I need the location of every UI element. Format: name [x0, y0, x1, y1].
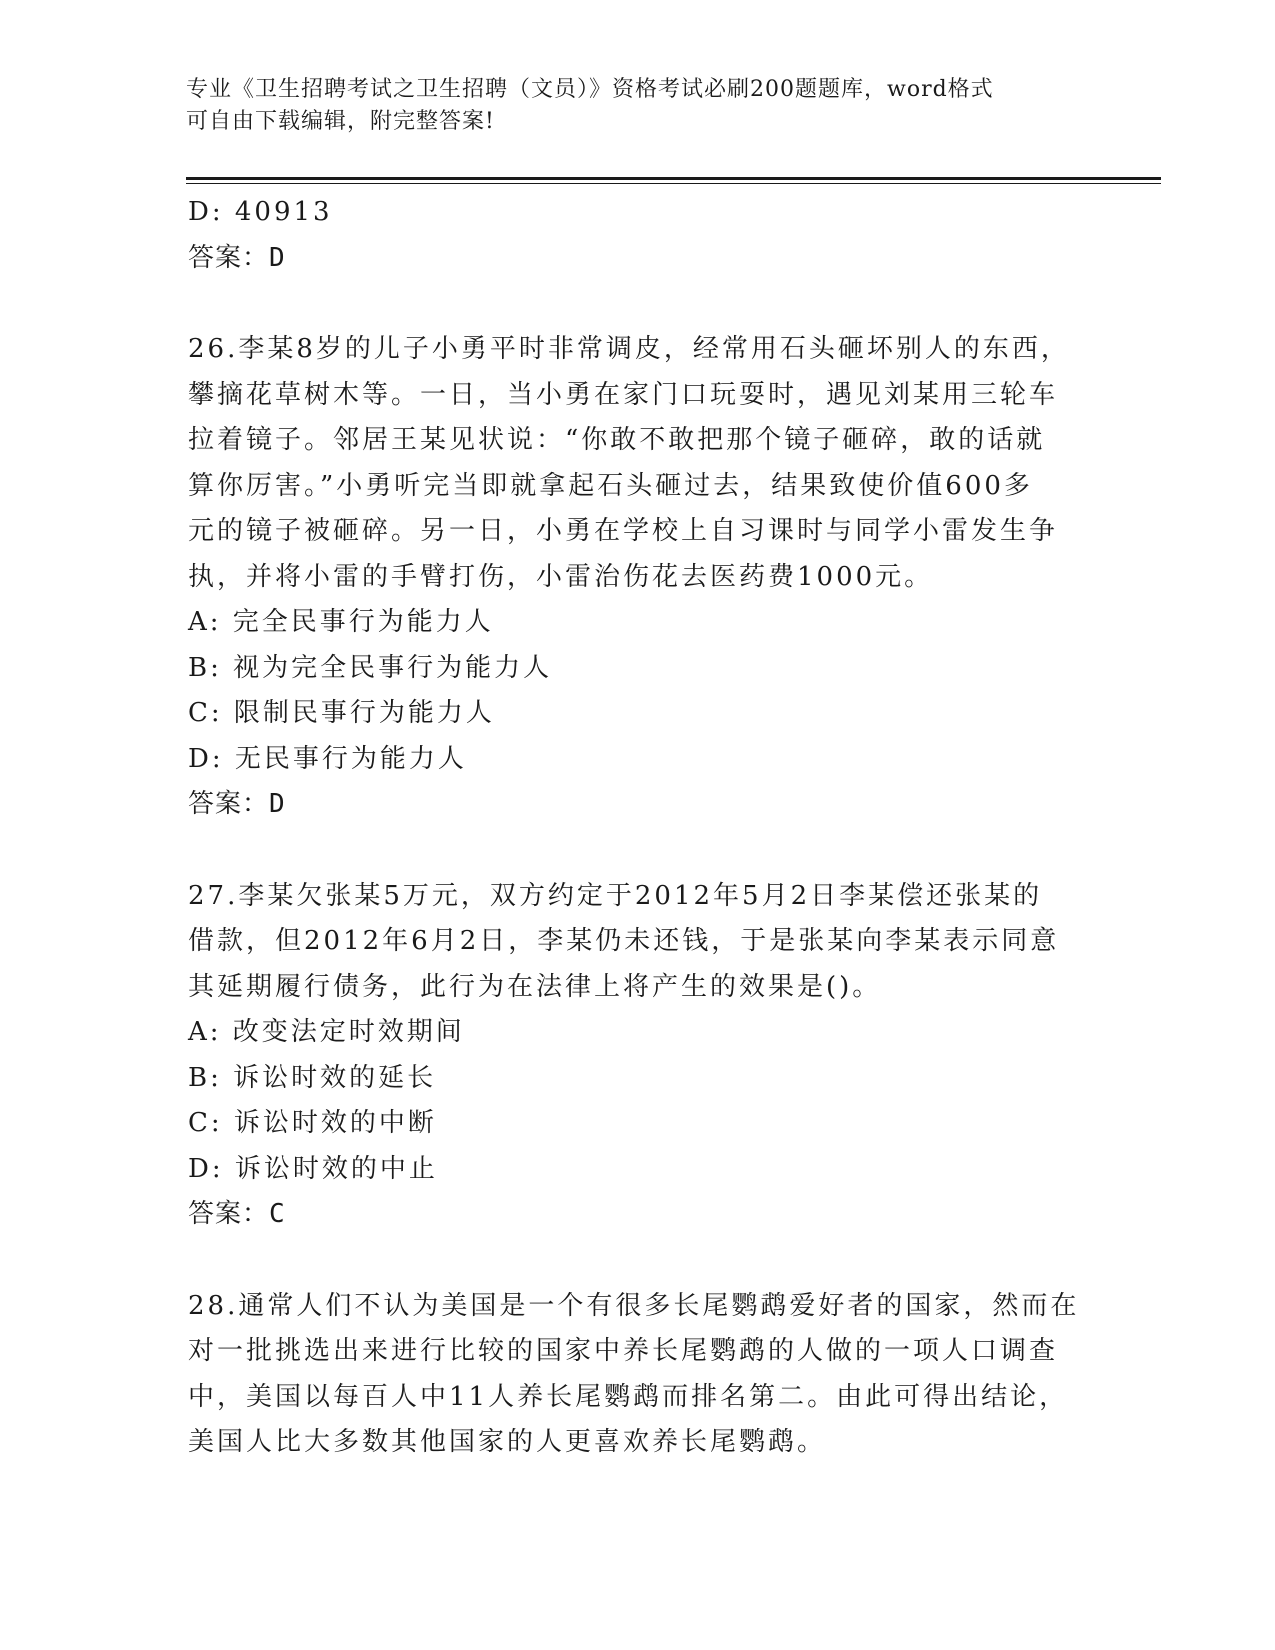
previous-question-tail: [188, 190, 1068, 281]
document-header: [186, 74, 1086, 138]
header-line-2: 可自由下载编辑，附完整答案!: [186, 109, 495, 134]
question-text-line: 28.通常人们不认为美国是一个有很多长尾鹦鹉爱好者的国家，然而在: [188, 1290, 1080, 1321]
answer-label: 答案：: [188, 789, 270, 819]
answer-line: [188, 782, 1068, 828]
option-a: A: 完全民事行为能力人: [188, 607, 494, 637]
header-divider-thin: [186, 183, 1161, 184]
question-text-line: 执，并将小雷的手臂打伤，小雷治伤花去医药费1000元。: [188, 561, 934, 592]
question-text-line: 对一批挑选出来进行比较的国家中养长尾鹦鹉的人做的一项人口调查: [188, 1336, 1059, 1366]
header-divider-thick: [186, 177, 1161, 180]
question-text-line: 27.李某欠张某5万元，双方约定于2012年5月2日李某偿还张某的: [188, 880, 1043, 911]
question-text-line: 借款，但2012年6月2日，李某仍未还钱，于是张某向李某表示同意: [188, 926, 1060, 956]
option-b: B: 视为完全民事行为能力人: [188, 652, 553, 683]
question-text-line: 元的镜子被砸碎。另一日，小勇在学校上自习课时与同学小雷发生争: [188, 516, 1059, 546]
answer-value: D: [269, 789, 286, 819]
option-a: A: 改变法定时效期间: [188, 1017, 465, 1047]
question-text-line: 拉着镜子。邻居王某见状说：“你敢不敢把那个镜子砸碎，敢的话就: [188, 425, 1046, 455]
question-text-line: 其延期履行债务，此行为在法律上将产生的效果是()。: [188, 971, 882, 1002]
option-c: C: 诉讼时效的中断: [188, 1108, 437, 1138]
option-d: D: 40913: [188, 197, 333, 227]
question-text-line: 中，美国以每百人中11人养长尾鹦鹉而排名第二。由此可得出结论，: [188, 1381, 1069, 1412]
answer-line: [188, 236, 1068, 282]
answer-line: [188, 1192, 1068, 1238]
answer-label: 答案：: [188, 242, 270, 273]
option-d: D: 诉讼时效的中止: [188, 1153, 438, 1184]
question-text-line: 算你厉害。”小勇听完当即就拿起石头砸过去，结果致使价值600多: [188, 470, 1033, 501]
header-line-1: 专业《卫生招聘考试之卫生招聘（文员）》资格考试必刷200题题库，word格式: [186, 77, 994, 102]
question-28: [188, 1284, 1080, 1466]
answer-value: D: [269, 242, 286, 273]
answer-label: 答案：: [188, 1199, 270, 1229]
question-27: [188, 874, 1068, 1238]
question-text-line: 美国人比大多数其他国家的人更喜欢养长尾鹦鹉。: [188, 1427, 827, 1457]
answer-value: C: [269, 1199, 286, 1229]
document-body: [188, 190, 1080, 1466]
option-d: D: 无民事行为能力人: [188, 743, 467, 774]
option-b: B: 诉讼时效的延长: [188, 1062, 437, 1093]
question-26: [188, 327, 1068, 828]
option-c: C: 限制民事行为能力人: [188, 698, 495, 728]
question-text-line: 26.李某8岁的儿子小勇平时非常调皮，经常用石头砸坏别人的东西，: [188, 334, 1070, 364]
question-text-line: 攀摘花草树木等。一日，当小勇在家门口玩耍时，遇见刘某用三轮车: [188, 379, 1059, 410]
